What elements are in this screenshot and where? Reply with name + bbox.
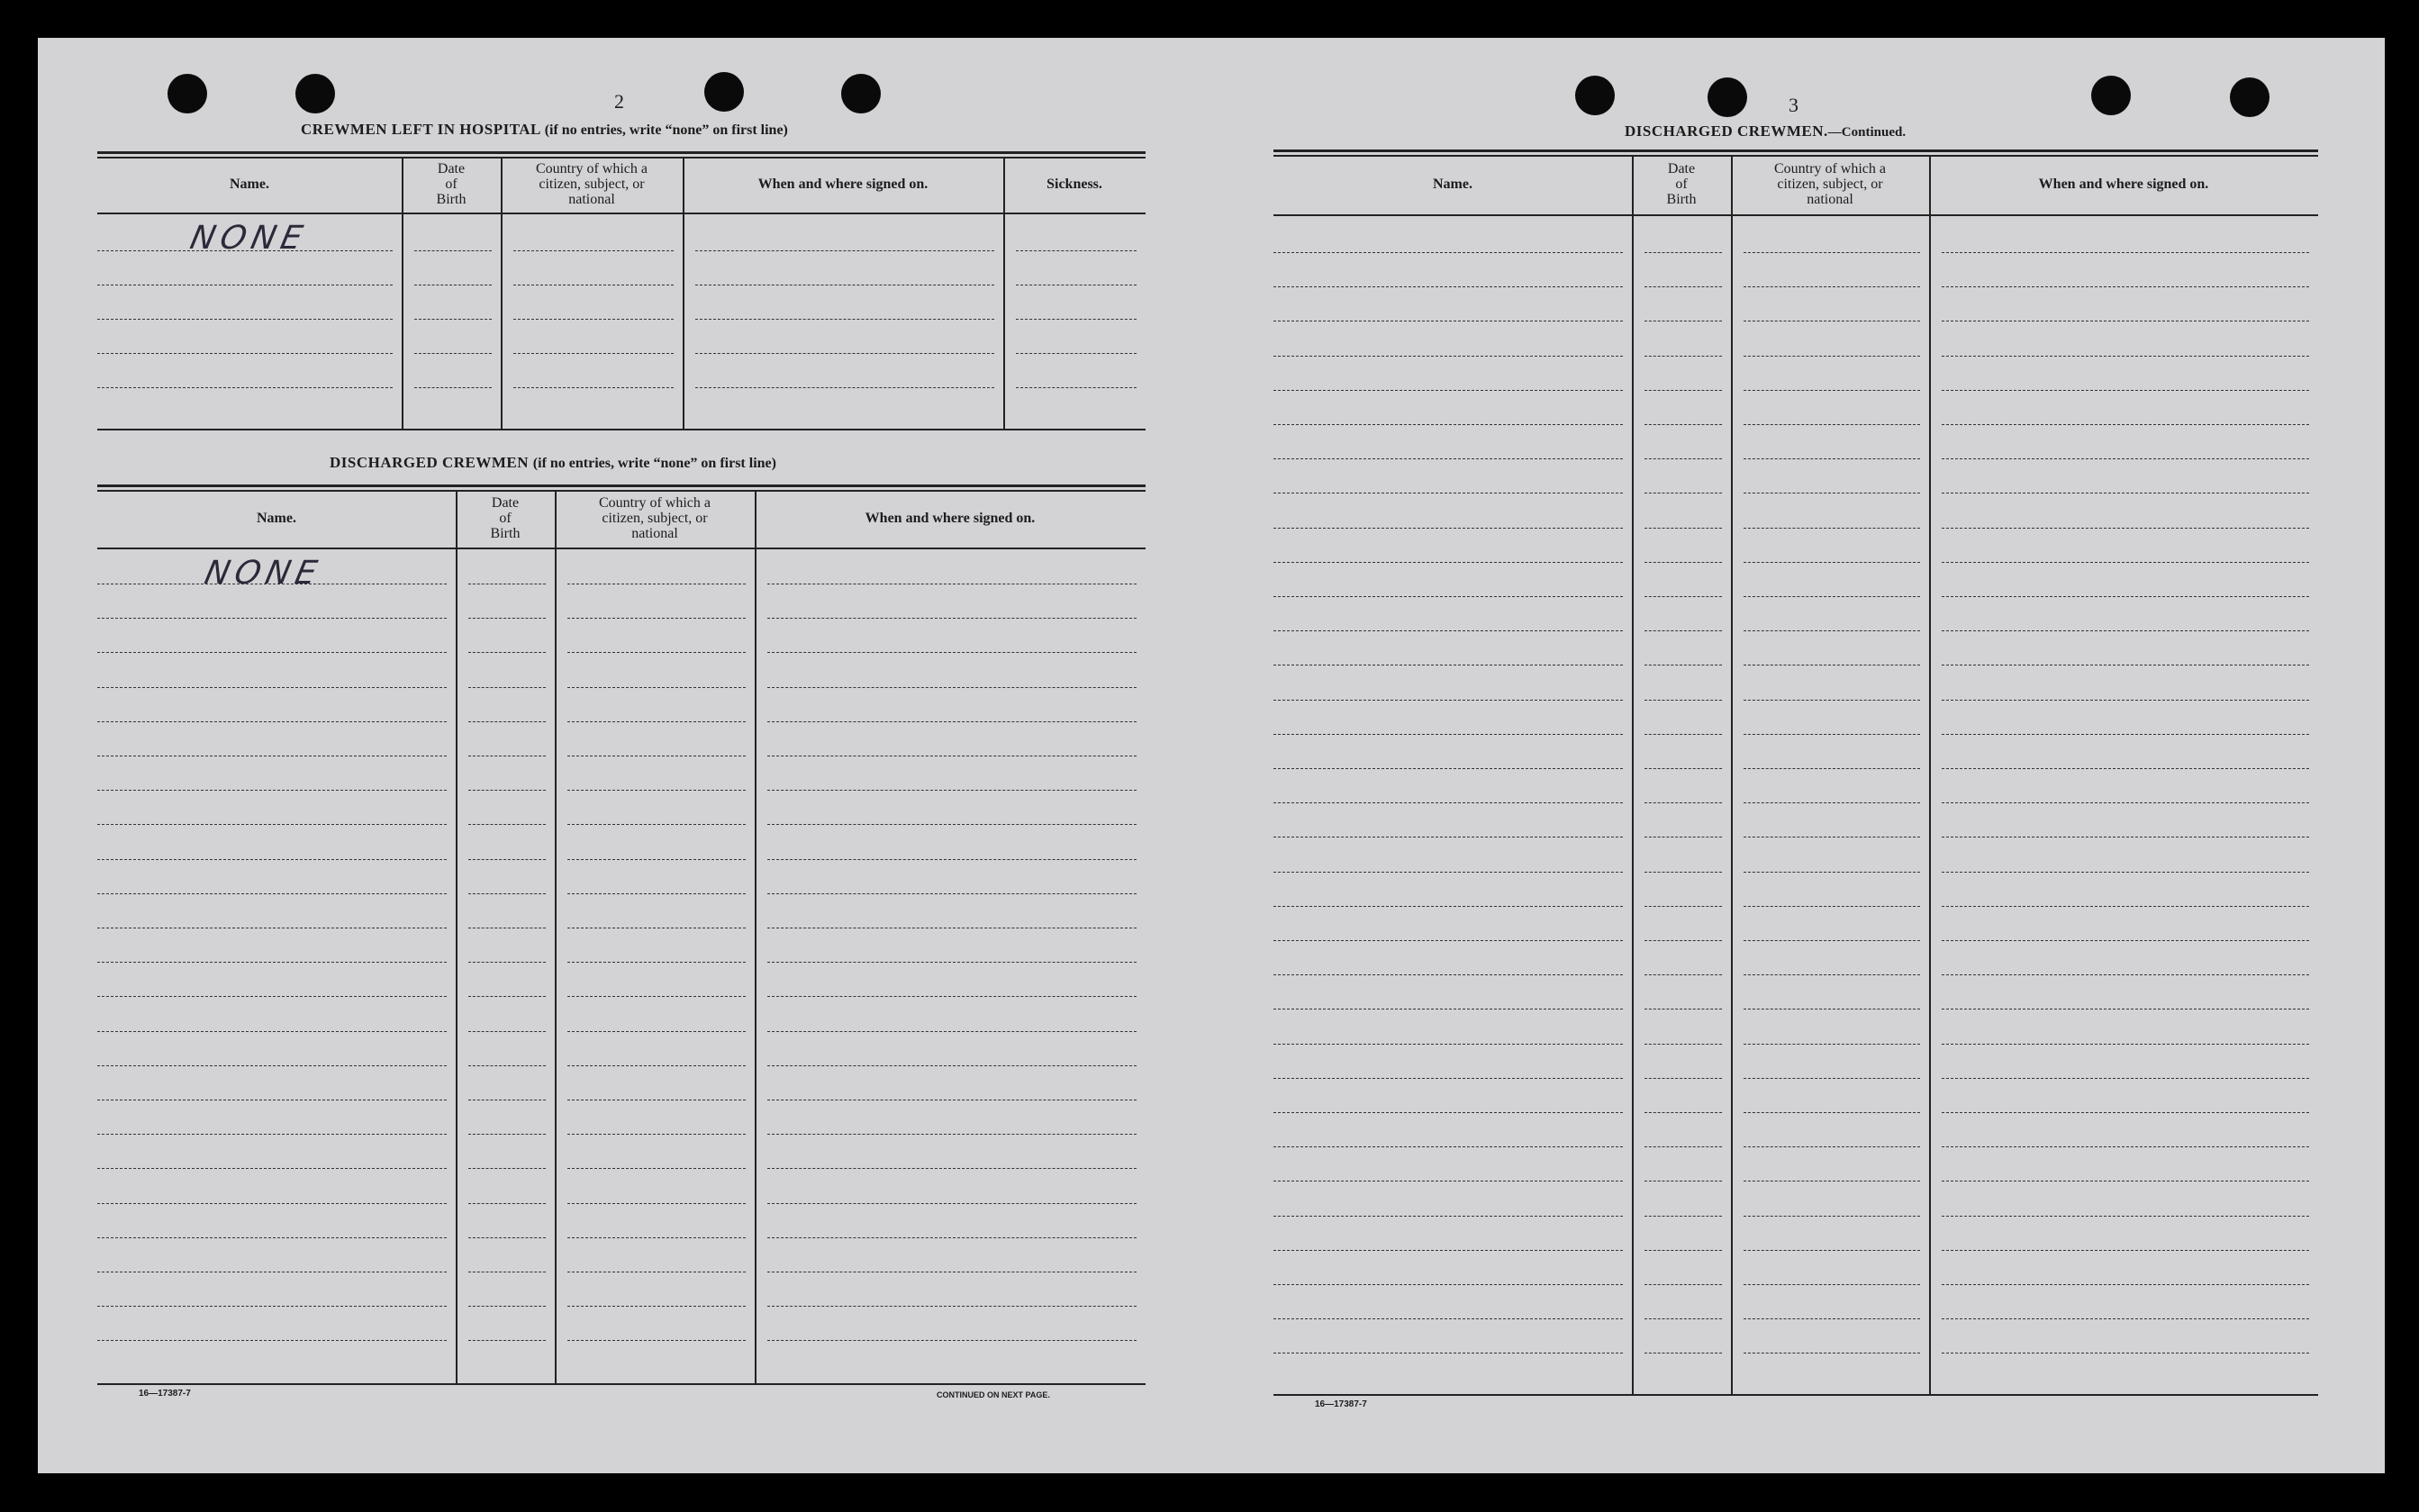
ruled-line [1744,1353,1920,1354]
continued-title: DISCHARGED CREWMEN. [1625,122,1828,140]
ruled-line [567,1134,746,1135]
ruled-line [1273,768,1623,769]
punch-hole [704,72,744,112]
ruled-line [567,1031,746,1032]
ruled-line [1273,906,1623,907]
ruled-line [767,824,1137,825]
ruled-line [414,353,492,354]
column-header: Name. [257,510,296,526]
ruled-line [767,1203,1137,1204]
ruled-line [767,1306,1137,1307]
ruled-line [1744,252,1920,253]
ruled-line [1273,562,1623,563]
ruled-line [1644,940,1722,941]
ruled-line [1644,768,1722,769]
table-header-rule [97,213,1146,214]
ruled-line [513,387,674,388]
table-bottom-rule [97,1383,1146,1385]
ruled-line [767,962,1137,963]
ruled-line [1644,596,1722,597]
column-header: Date of Birth [436,160,467,207]
ruled-line [1942,872,2309,873]
ruled-line [468,687,546,688]
ruled-line [1744,390,1920,391]
ruled-line [1644,1181,1722,1182]
continued-suffix: —Continued. [1827,125,1907,140]
table-top-rule [97,484,1146,487]
ruled-line [1273,1009,1623,1010]
ruled-line [1942,424,2309,425]
ruled-line [1744,458,1920,459]
table-top-rule [1273,149,2318,152]
ruled-line [1942,458,2309,459]
ruled-line [1644,974,1722,975]
hospital-title: CREWMEN LEFT IN HOSPITAL [301,121,540,138]
ruled-line [1273,1250,1623,1251]
ruled-line [767,996,1137,997]
ruled-line [468,859,546,860]
ruled-line [695,319,994,320]
ruled-line [567,790,746,791]
ruled-line [97,1237,447,1238]
ruled-line [1744,1009,1920,1010]
table-header-rule [1273,214,2318,216]
ruled-line [97,721,447,722]
ruled-line [767,1031,1137,1032]
ruled-line [767,687,1137,688]
ruled-line [1273,1216,1623,1217]
ruled-line [468,893,546,894]
table-top-rule [1273,155,2318,157]
ruled-line [468,996,546,997]
ruled-line [1644,1318,1722,1319]
ruled-line [1644,1009,1722,1010]
ruled-line [767,652,1137,653]
ruled-line [1644,390,1722,391]
ruled-line [1942,528,2309,529]
ruled-line [1273,974,1623,975]
ruled-line [1942,700,2309,701]
ruled-line [414,250,492,251]
ruled-line [567,859,746,860]
ruled-line [97,319,393,320]
punch-hole [841,74,881,113]
ruled-line [767,859,1137,860]
ruled-line [468,721,546,722]
ruled-line [1744,700,1920,701]
table-top-rule [97,151,1146,154]
column-header: When and where signed on. [757,176,929,192]
discharged-subtitle: (if no entries, write “none” on first line) [532,456,776,471]
ruled-line [1942,1044,2309,1045]
ruled-line [567,1065,746,1066]
ruled-line [1942,390,2309,391]
ruled-line [1273,1181,1623,1182]
ruled-line [97,687,447,688]
ruled-line [1644,700,1722,701]
discharged-title: DISCHARGED CREWMEN [330,454,530,471]
ruled-line [468,824,546,825]
ruled-line [97,618,447,619]
ruled-line [97,1134,447,1135]
column-header: Country of which a citizen, subject, or national [1774,160,1886,207]
punch-hole [168,74,207,113]
ruled-line [1942,906,2309,907]
table-top-rule [97,157,1146,158]
punch-hole [295,74,335,113]
ruled-line [1942,1009,2309,1010]
ruled-line [1942,1284,2309,1285]
ruled-line [1744,1250,1920,1251]
ruled-line [567,1203,746,1204]
table-header-rule [97,548,1146,549]
ruled-line [468,1168,546,1169]
column-header: Sickness. [1046,176,1102,192]
ruled-line [1644,356,1722,357]
ruled-line [1273,356,1623,357]
ruled-line [1644,1353,1722,1354]
ruled-line [1273,1353,1623,1354]
ruled-line [567,618,746,619]
ruled-line [97,962,447,963]
ruled-line [1644,734,1722,735]
ruled-line [1942,1078,2309,1079]
column-divider [755,490,757,1383]
ruled-line [1644,1078,1722,1079]
ruled-line [1644,1112,1722,1113]
ruled-line [1273,1284,1623,1285]
document-sheet [38,38,2385,1473]
punch-hole [2091,76,2131,115]
ruled-line [1942,1353,2309,1354]
column-header: Date of Birth [1666,160,1697,207]
ruled-line [97,1203,447,1204]
ruled-line [1942,1216,2309,1217]
ruled-line [97,859,447,860]
ruled-line [1942,630,2309,631]
ruled-line [767,893,1137,894]
ruled-line [1273,872,1623,873]
ruled-line [97,1168,447,1169]
ruled-line [1016,250,1137,251]
ruled-line [1644,286,1722,287]
ruled-line [1744,1044,1920,1045]
ruled-line [567,1306,746,1307]
column-divider [1003,157,1005,429]
ruled-line [513,250,674,251]
ruled-line [1644,1044,1722,1045]
form-number: 16—17387-7 [1315,1399,1367,1409]
ruled-line [1942,286,2309,287]
ruled-line [567,652,746,653]
ruled-line [1273,1112,1623,1113]
column-header: When and where signed on. [865,510,1036,526]
ruled-line [1273,734,1623,735]
ruled-line [1644,630,1722,631]
ruled-line [1942,252,2309,253]
column-header: Country of which a citizen, subject, or national [536,160,648,207]
ruled-line [1942,1112,2309,1113]
ruled-line [1942,940,2309,941]
ruled-line [97,893,447,894]
ruled-line [97,652,447,653]
ruled-line [1644,252,1722,253]
ruled-line [1273,1146,1623,1147]
ruled-line [468,1031,546,1032]
ruled-line [1744,1216,1920,1217]
ruled-line [567,1340,746,1341]
column-header: Date of Birth [490,494,521,541]
continued-section-title [1625,122,1906,140]
ruled-line [468,790,546,791]
ruled-line [1942,1181,2309,1182]
ruled-line [695,250,994,251]
ruled-line [1744,1284,1920,1285]
ruled-line [1942,974,2309,975]
ruled-line [1942,1146,2309,1147]
handwritten-entry: NONE [186,220,312,257]
ruled-line [1744,1146,1920,1147]
ruled-line [1273,390,1623,391]
continued-note: CONTINUED ON NEXT PAGE. [937,1390,1050,1399]
ruled-line [1273,940,1623,941]
form-number: 16—17387-7 [139,1389,191,1399]
ruled-line [1273,252,1623,253]
ruled-line [695,387,994,388]
ruled-line [1644,1216,1722,1217]
ruled-line [468,1306,546,1307]
ruled-line [767,1237,1137,1238]
page-number: 3 [1789,94,1798,116]
ruled-line [767,1340,1137,1341]
ruled-line [1942,1318,2309,1319]
ruled-line [1273,286,1623,287]
ruled-line [97,996,447,997]
ruled-line [1016,353,1137,354]
ruled-line [468,1065,546,1066]
ruled-line [1744,802,1920,803]
ruled-line [97,353,393,354]
discharged-section-title [330,454,776,472]
ruled-line [1644,872,1722,873]
ruled-line [567,962,746,963]
table-bottom-rule [97,429,1146,430]
ruled-line [1744,974,1920,975]
ruled-line [1744,906,1920,907]
ruled-line [1744,562,1920,563]
ruled-line [97,1306,447,1307]
ruled-line [1942,1250,2309,1251]
column-divider [1731,155,1733,1394]
ruled-line [1273,1044,1623,1045]
ruled-line [567,996,746,997]
ruled-line [1644,1284,1722,1285]
ruled-line [468,1134,546,1135]
column-header: Country of which a citizen, subject, or national [599,494,711,541]
ruled-line [1273,700,1623,701]
ruled-line [97,1065,447,1066]
table-bottom-rule [1273,1394,2318,1396]
ruled-line [1273,802,1623,803]
ruled-line [97,1031,447,1032]
ruled-line [1644,458,1722,459]
ruled-line [414,319,492,320]
ruled-line [1942,734,2309,735]
ruled-line [414,387,492,388]
ruled-line [767,618,1137,619]
ruled-line [1273,458,1623,459]
ruled-line [1942,768,2309,769]
ruled-line [1744,356,1920,357]
ruled-line [1744,872,1920,873]
table-top-rule [97,490,1146,492]
ruled-line [567,687,746,688]
ruled-line [1744,1318,1920,1319]
ruled-line [1744,1181,1920,1182]
ruled-line [1744,528,1920,529]
ruled-line [1644,1146,1722,1147]
ruled-line [1942,596,2309,597]
ruled-line [767,790,1137,791]
ruled-line [1744,734,1920,735]
ruled-line [1942,562,2309,563]
ruled-line [1273,596,1623,597]
ruled-line [1942,802,2309,803]
ruled-line [97,824,447,825]
ruled-line [468,1340,546,1341]
ruled-line [513,353,674,354]
ruled-line [767,721,1137,722]
ruled-line [1016,387,1137,388]
ruled-line [1744,630,1920,631]
ruled-line [1273,630,1623,631]
ruled-line [1644,528,1722,529]
ruled-line [767,1134,1137,1135]
ruled-line [1644,802,1722,803]
ruled-line [1744,940,1920,941]
column-divider [1929,155,1931,1394]
ruled-line [97,790,447,791]
ruled-line [767,1065,1137,1066]
column-header: When and where signed on. [2038,176,2209,192]
ruled-line [1744,768,1920,769]
ruled-line [1644,1250,1722,1251]
ruled-line [1744,596,1920,597]
column-divider [456,490,458,1383]
column-header: Name. [230,176,269,192]
ruled-line [1744,424,1920,425]
ruled-line [1273,528,1623,529]
ruled-line [513,319,674,320]
ruled-line [1644,906,1722,907]
ruled-line [468,618,546,619]
ruled-line [1744,1112,1920,1113]
column-divider [683,157,684,429]
column-divider [555,490,557,1383]
punch-hole [1575,76,1615,115]
ruled-line [767,1168,1137,1169]
ruled-line [567,893,746,894]
ruled-line [1942,356,2309,357]
ruled-line [468,962,546,963]
ruled-line [1744,286,1920,287]
ruled-line [1273,1318,1623,1319]
hospital-section-title [301,121,788,139]
column-divider [1632,155,1634,1394]
ruled-line [567,721,746,722]
ruled-line [468,1237,546,1238]
ruled-line [468,1203,546,1204]
hospital-subtitle: (if no entries, write “none” on first line) [544,122,788,138]
ruled-line [1273,1078,1623,1079]
ruled-line [567,1237,746,1238]
ruled-line [1644,424,1722,425]
page-number: 2 [614,90,624,113]
ruled-line [1016,319,1137,320]
ruled-line [567,1168,746,1169]
ruled-line [97,387,393,388]
column-header: Name. [1433,176,1472,192]
ruled-line [695,353,994,354]
punch-hole [2230,77,2270,117]
ruled-line [468,652,546,653]
ruled-line [97,1340,447,1341]
punch-hole [1708,77,1747,117]
handwritten-entry: NONE [201,555,326,592]
ruled-line [1273,424,1623,425]
ruled-line [1644,562,1722,563]
ruled-line [1744,1078,1920,1079]
ruled-line [567,824,746,825]
